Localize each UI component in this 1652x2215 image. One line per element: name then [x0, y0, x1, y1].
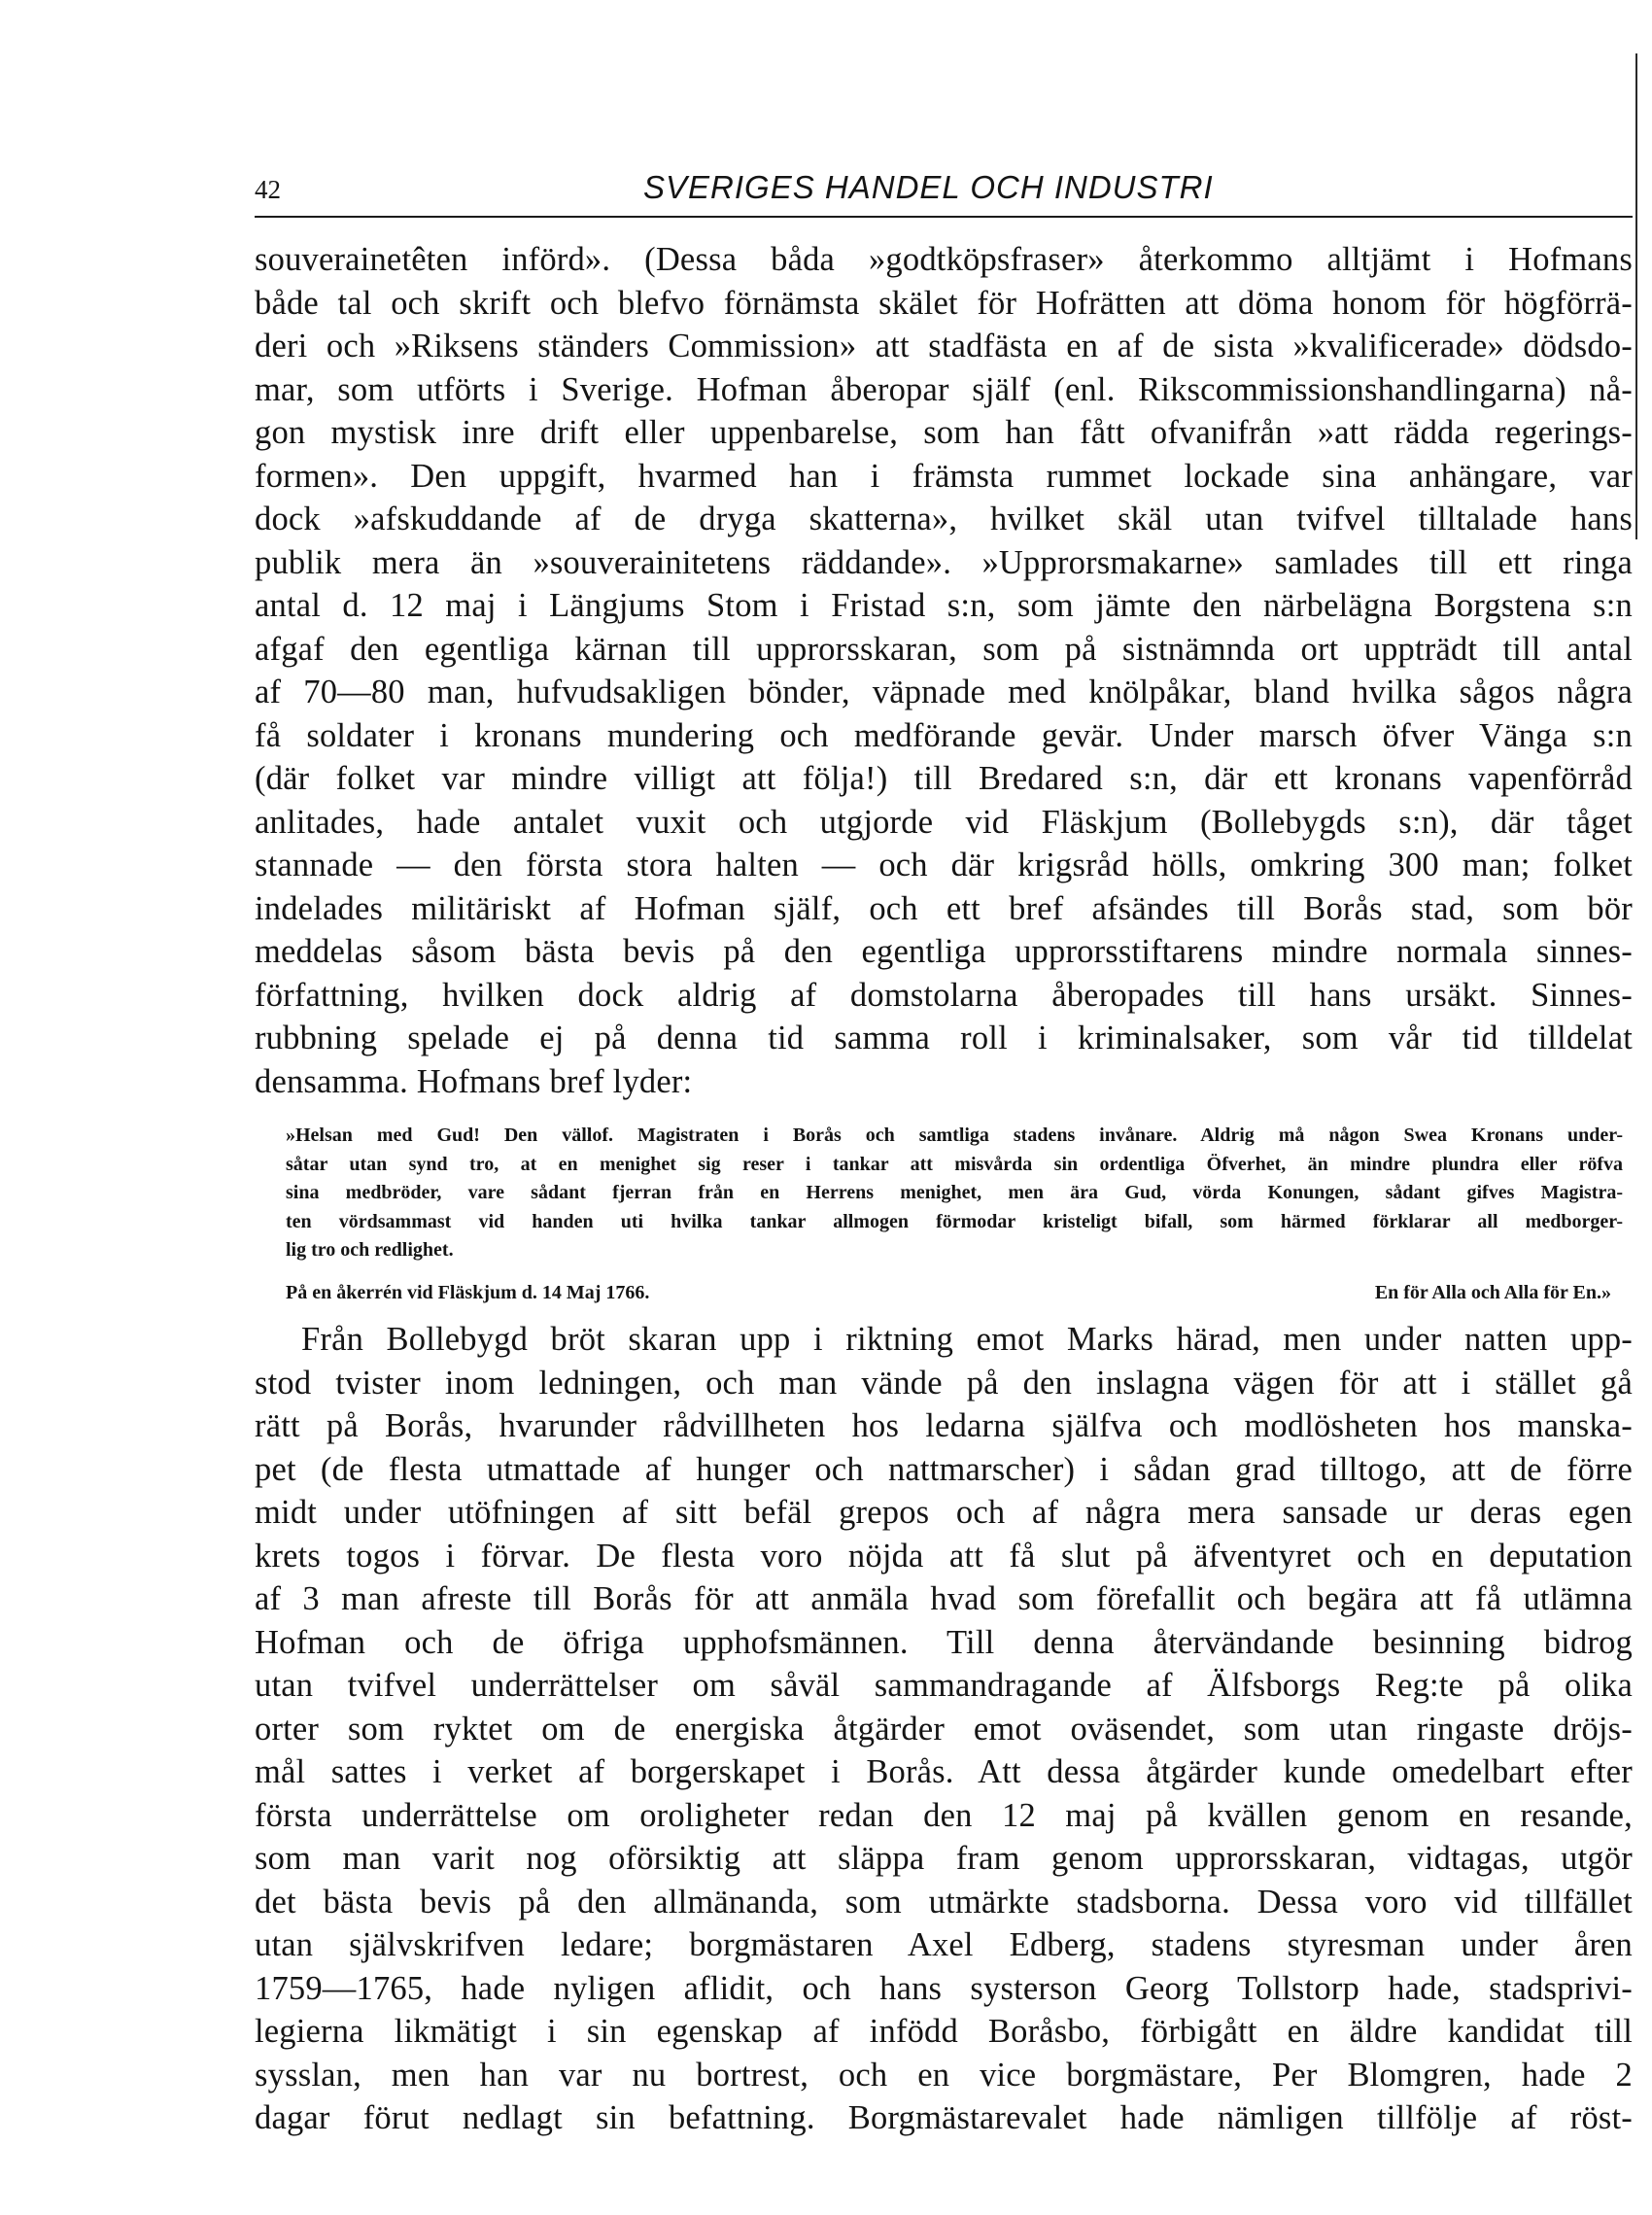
text-line: det bästa bevis på den allmänanda, som utmärkte stadsborna. Dessa voro vid tillfället — [255, 1883, 1633, 1921]
running-title: SVERIGES HANDEL OCH INDUSTRI — [643, 169, 1214, 205]
text-line: Hofman och de öfriga upphofsmännen. Till denna återvändande besinning bidrog — [255, 1623, 1633, 1661]
text-line: publik mera än »souverainitetens räddande». »Upprorsmakarne» samlades till ett ringa — [255, 543, 1633, 581]
text-line: af 70—80 man, hufvudsakligen bönder, väpnade med knölpåkar, bland hvilka sågos några — [255, 674, 1633, 710]
text-line: författning, hvilken dock aldrig af domstolarna åberopades till hans ursäkt. Sinnes- — [255, 976, 1633, 1014]
text-line: sysslan, men han var nu bortrest, och en vice borgmästare, Per Blomgren, hade 2 — [255, 2056, 1633, 2094]
text-line: mar, som utförts i Sverige. Hofman åberopar själf (enl. Rikscommissionshandlingarna) nå- — [255, 370, 1633, 408]
text-line: stod tvister inom ledningen, och man vände på den inslagna vägen för att i stället gå — [255, 1364, 1633, 1402]
text-line: krets togos i förvar. De flesta voro nöjda att få slut på äfventyret och en deputation — [255, 1537, 1633, 1575]
letter-line: »Helsan med Gud! Den vällof. Magistraten i Borås och samtliga stadens invånare. Aldrig må någon Swea Kronans under- — [286, 1125, 1623, 1146]
text-line: som man varit nog oförsiktig att släppa fram genom upprorsskaran, vidtagas, utgör — [255, 1840, 1633, 1877]
header-rule — [255, 216, 1633, 218]
text-line: Från Bollebygd bröt skaran upp i riktning emot Marks härad, men under natten upp- — [301, 1321, 1633, 1358]
page-number: 42 — [255, 175, 281, 204]
letter-line: såtar utan synd tro, at en menighet sig reser i tankar att misvårda sin ordentliga Öfverhet, än mindre plundra eller röfva — [286, 1153, 1623, 1175]
text-line: afgaf den egentliga kärnan till upprorsskaran, som på sistnämnda ort uppträdt till antal — [255, 630, 1633, 668]
page-edge-rule — [1635, 53, 1637, 539]
text-line: få soldater i kronans mundering och medförande gevär. Under marsch öfver Vänga s:n — [255, 716, 1633, 754]
text-line: 1759—1765, hade nyligen aflidit, och hans systerson Georg Tollstorp hade, stadsprivi- — [255, 1969, 1633, 2007]
text-line: orter som ryktet om de energiska åtgärder emot oväsendet, som utan ringaste dröjs- — [255, 1710, 1633, 1748]
text-line: rätt på Borås, hvarunder rådvillheten hos ledarna själfva och modlösheten hos manska- — [255, 1407, 1633, 1444]
text-line: mål sattes i verket af borgerskapet i Borås. Att dessa åtgärder kunde omedelbart efter — [255, 1753, 1633, 1790]
text-line: stannade — den första stora halten — och där krigsråd hölls, omkring 300 man; folket — [255, 847, 1633, 883]
page-header — [255, 167, 1635, 216]
paragraph-2 — [255, 1318, 1633, 2140]
text-line: souverainetêten införd». (Dessa båda »godtköpsfraser» återkommo alltjämt i Hofmans — [255, 241, 1633, 278]
text-line: antal d. 12 maj i Längjums Stom i Fristad s:n, som jämte den närbelägna Borgstena s:n — [255, 587, 1633, 624]
text-line: utan tvifvel underrättelser om såväl sammandragande af Älfsborgs Reg:te på olika — [255, 1667, 1633, 1704]
text-line: både tal och skrift och blefvo förnämsta skälet för Hofrätten att döma honom för högförrä- — [255, 284, 1633, 322]
letter-line: ten vördsammast vid handen uti hvilka tankar allmogen förmodar kristeligt bifall, som härmed förklarar all medborger- — [286, 1210, 1623, 1232]
text-line: dagar förut nedlagt sin befattning. Borgmästarevalet hade nämligen tillfölje af röst- — [255, 2099, 1633, 2136]
letter-motto: En för Alla och Alla för En.» — [1374, 1282, 1611, 1303]
text-line: pet (de flesta utmattade af hunger och nattmarscher) i sådan grad tilltogo, att de förre — [255, 1450, 1633, 1488]
text-line: af 3 man afreste till Borås för att anmäla hvad som förefallit och begära att få utlämna — [255, 1580, 1633, 1617]
text-line: meddelas såsom bästa bevis på den egentliga upprorsstiftarens mindre normala sinnes- — [255, 933, 1633, 970]
letter-signoff — [286, 1278, 1611, 1307]
text-line: midt under utöfningen af sitt befäl grepos och af några mera sansade ur deras egen — [255, 1494, 1633, 1531]
text-line: (där folket var mindre villigt att följa!) till Bredared s:n, där ett kronans vapenförråd — [255, 760, 1633, 797]
letter-quote — [286, 1122, 1623, 1265]
text-line: indelades militäriskt af Hofman själf, och ett bref afsändes till Borås stad, som bör — [255, 889, 1633, 927]
text-line: deri och »Riksens ständers Commission» att stadfästa en af de sista »kvalificerade» dödsdo- — [255, 328, 1633, 364]
paragraph-1 — [255, 238, 1633, 1103]
text-line: formen». Den uppgift, hvarmed han i främsta rummet lockade sina anhängare, var — [255, 457, 1633, 495]
text-line: dock »afskuddande af de dryga skatterna», hvilket skäl utan tvifvel tilltalade hans — [255, 501, 1633, 537]
text-line: gon mystisk inre drift eller uppenbarelse, som han fått ofvanifrån »att rädda regerings- — [255, 414, 1633, 451]
text-line: legierna likmätigt i sin egenskap af infödd Boråsbo, förbigått en äldre kandidat till — [255, 2013, 1633, 2050]
text-line: densamma. Hofmans bref lyder: — [255, 1062, 693, 1100]
text-line: anlitades, hade antalet vuxit och utgjorde vid Fläskjum (Bollebygds s:n), där tåget — [255, 803, 1633, 841]
text-line: rubbning spelade ej på denna tid samma roll i kriminalsaker, som vår tid tilldelat — [255, 1020, 1633, 1056]
letter-place-date: På en åkerrén vid Fläskjum d. 14 Maj 1766. — [286, 1282, 650, 1303]
letter-line: sina medbröder, vare sådant fjerran från en Herrens menighet, men ära Gud, vörda Konungen, sådant gifves Magistra- — [286, 1182, 1623, 1203]
letter-line: lig tro och redlighet. — [286, 1239, 454, 1261]
text-line: första underrättelse om oroligheter redan den 12 maj på kvällen genom en resande, — [255, 1796, 1633, 1834]
text-line: utan självskrifven ledare; borgmästaren Axel Edberg, stadens styresman under åren — [255, 1926, 1633, 1963]
